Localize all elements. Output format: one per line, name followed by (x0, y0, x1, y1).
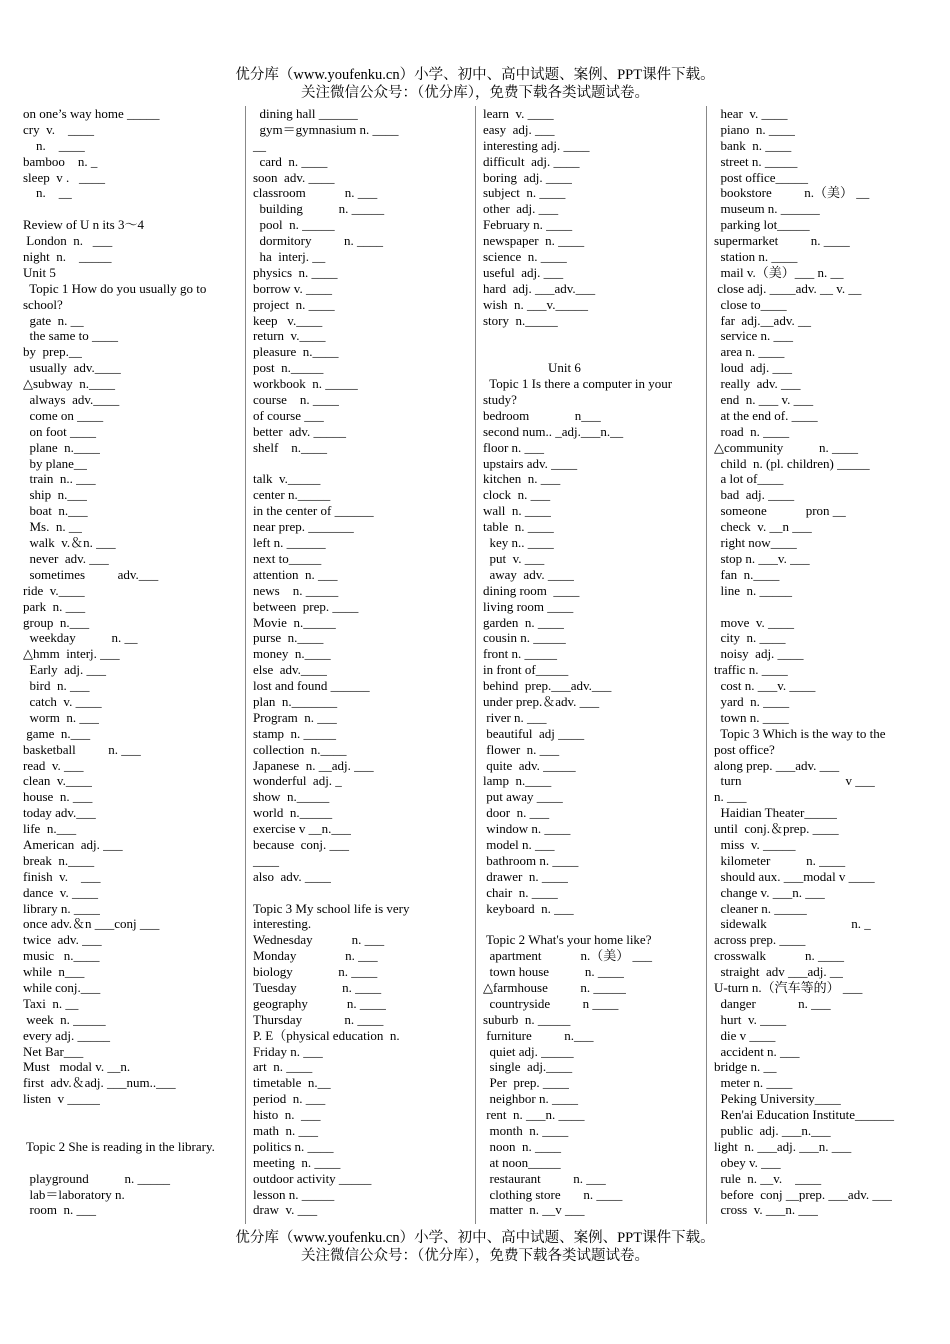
vocab-line: exercise v __n.___ (253, 821, 351, 837)
vocab-line: ship n.___ (23, 487, 87, 503)
vocab-line: post n._____ (253, 360, 324, 376)
vocab-line: chair n. ____ (483, 884, 558, 900)
vocab-line: table n. ____ (483, 519, 554, 535)
vocab-line: flower n. ___ (483, 741, 560, 757)
vocab-line: today adv.___ (23, 805, 96, 821)
vocab-line: boat n.___ (23, 503, 88, 519)
vocab-line: city n. ____ (714, 630, 786, 646)
column-divider (706, 106, 707, 1224)
vocab-line: break n.____ (23, 852, 95, 868)
vocab-line: world n._____ (253, 805, 333, 821)
vocab-line: town house n. ____ (483, 964, 624, 980)
vocab-line: because conj. ___ (253, 836, 350, 852)
vocab-line: post office? (714, 741, 775, 757)
vocab-line: gate n. __ (23, 312, 84, 328)
vocab-line: apartment n.（美） ___ (483, 948, 652, 964)
vocab-line: boring adj. ____ (483, 169, 572, 185)
vocab-line: far adj.__adv. __ (714, 312, 811, 328)
vocab-line: someone pron __ (714, 503, 846, 519)
vocab-line: close adj. ____adv. __ v. __ (714, 280, 862, 296)
vocab-line: front n. _____ (483, 646, 558, 662)
vocab-line: period n. ___ (253, 1091, 326, 1107)
vocab-line: lab＝laboratory n. (23, 1186, 125, 1202)
vocab-line: listen v _____ (23, 1091, 100, 1107)
vocab-line: also adv. ____ (253, 868, 331, 884)
vocab-line: art n. ____ (253, 1059, 313, 1075)
vocab-line: right now____ (714, 535, 797, 551)
vocab-line: Movie n._____ (253, 614, 336, 630)
vocab-line: always adv.____ (23, 392, 120, 408)
vocab-line: should aux. ___modal v ____ (714, 868, 875, 884)
vocab-line: key n.. ____ (483, 535, 554, 551)
vocab-column-2 (253, 106, 471, 1218)
vocab-line: February n. ____ (483, 217, 573, 233)
vocab-line: while n___ (23, 964, 85, 980)
vocab-line: bathroom n. ____ (483, 852, 579, 868)
vocab-line: sleep v . ____ (23, 169, 105, 185)
vocab-line: noisy adj. ____ (714, 646, 804, 662)
vocab-line: before conj __prep. ___adv. ___ (714, 1186, 892, 1202)
vocab-line: hear v. ____ (714, 106, 788, 121)
vocab-line: floor n. ___ (483, 439, 545, 455)
vocab-line: other adj. ___ (483, 201, 559, 217)
vocab-line: dance v. ____ (23, 884, 98, 900)
vocab-line: interesting. (253, 916, 312, 932)
vocab-line: Topic 1 How do you usually go to (23, 280, 207, 296)
vocab-line: town n. ____ (714, 709, 789, 725)
vocab-line: Taxi n. __ (23, 995, 79, 1011)
vocab-line: pool n. _____ (253, 217, 335, 233)
vocab-line: cross v. ___n. ___ (714, 1202, 818, 1218)
vocab-line: Wednesday n. ___ (253, 932, 385, 948)
vocab-line: line n. _____ (714, 582, 792, 598)
vocab-line: furniture n.___ (483, 1027, 594, 1043)
vocab-line: by prep.__ (23, 344, 82, 360)
vocab-line: until conj.＆prep. ____ (714, 821, 839, 837)
vocab-line: service n. ___ (714, 328, 794, 344)
vocab-line: night n. _____ (23, 249, 112, 265)
vocab-line: ____ (253, 852, 279, 868)
vocab-line: dining hall ______ (253, 106, 358, 121)
vocab-line: purse n.____ (253, 630, 324, 646)
vocab-line: drawer n. ____ (483, 868, 568, 884)
vocab-line: subject n. ____ (483, 185, 566, 201)
vocab-line: child n. (pl. children) _____ (714, 455, 870, 471)
vocab-line: kitchen n. ___ (483, 471, 561, 487)
vocab-line: soon adv. ____ (253, 169, 335, 185)
vocab-line (714, 599, 932, 615)
vocab-line: along prep. ___adv. ___ (714, 757, 840, 773)
vocab-line: near prep. _______ (253, 519, 354, 535)
vocab-line: else adv.____ (253, 662, 327, 678)
vocab-line: course n. ____ (253, 392, 339, 408)
vocab-line: catch v. ____ (23, 693, 102, 709)
vocab-line: room n. ___ (23, 1202, 96, 1218)
vocab-column-3 (483, 106, 701, 1218)
vocab-line: month n. ____ (483, 1123, 569, 1138)
vocab-line: classroom n. ___ (253, 185, 378, 201)
vocab-line: politics n. ____ (253, 1138, 334, 1154)
vocab-line: keep v.____ (253, 312, 323, 328)
vocab-line: noon n. ____ (483, 1138, 561, 1154)
vocab-line: dining room ____ (483, 582, 580, 598)
vocab-line: learn v. ____ (483, 106, 554, 121)
vocab-line: Topic 3 Which is the way to the (714, 725, 886, 741)
vocab-line: bamboo n. _ (23, 153, 98, 169)
vocab-line: river n. ___ (483, 709, 547, 725)
vocab-line: plane n.____ (23, 439, 100, 455)
vocab-line: walk v.＆n. ___ (23, 535, 116, 551)
vocab-line: △subway n.____ (23, 376, 115, 392)
vocab-line: biology n. ____ (253, 964, 378, 980)
vocab-line: easy adj. ___ (483, 121, 555, 137)
vocab-line: rule n. __v. ____ (714, 1170, 822, 1186)
vocab-line: die v ____ (714, 1027, 776, 1043)
vocab-line: return v.____ (253, 328, 326, 344)
vocab-line: Tuesday n. ____ (253, 979, 382, 995)
vocab-line: American adj. ___ (23, 836, 123, 852)
vocab-line: door n. ___ (483, 805, 550, 821)
vocab-line: science n. ____ (483, 249, 567, 265)
vocab-line: group n.___ (23, 614, 90, 630)
vocab-line: museum n. ______ (714, 201, 820, 217)
vocab-line: train n.. ___ (23, 471, 96, 487)
vocab-line: model n. ___ (483, 836, 555, 852)
vocab-line: cleaner n. _____ (714, 900, 807, 916)
vocab-line: pleasure n.____ (253, 344, 339, 360)
vocab-line: check v. __n ___ (714, 519, 812, 535)
vocab-line: house n. ___ (23, 789, 93, 805)
vocab-line: by plane__ (23, 455, 87, 471)
vocab-line (483, 344, 701, 360)
vocab-line: news n. _____ (253, 582, 339, 598)
vocab-line: interesting adj. ____ (483, 137, 590, 153)
vocab-line (23, 1123, 241, 1139)
vocab-line: street n. _____ (714, 153, 798, 169)
vocab-column-4 (714, 106, 932, 1218)
vocab-line: sometimes adv.___ (23, 566, 159, 582)
vocab-line: fan n.____ (714, 566, 780, 582)
vocab-line: twice adv. ___ (23, 932, 102, 948)
footer-line-2: 关注微信公众号：（优分库），免费下载各类试题试卷。 (301, 1248, 649, 1264)
vocab-line: mail v.（美）___ n. __ (714, 264, 844, 280)
vocab-line: useful adj. ___ (483, 264, 564, 280)
vocab-line: garden n. ____ (483, 614, 564, 630)
vocab-line: quite adv. _____ (483, 757, 576, 773)
vocab-line: post office_____ (714, 169, 808, 185)
vocab-line (483, 328, 701, 344)
vocab-line: △farmhouse n. _____ (483, 979, 626, 995)
column-divider (475, 106, 476, 1224)
vocab-line: behind prep.___adv.___ (483, 678, 612, 694)
vocab-line: Unit 5 (23, 264, 56, 280)
vocab-line: away adv. ____ (483, 566, 574, 582)
footer-line-1: 优分库（www.youfenku.cn）小学、初中、高中试题、案例、PPT课件下载。 (235, 1230, 715, 1246)
vocab-line: worm n. ___ (23, 709, 99, 725)
vocab-line: lost and found ______ (253, 678, 370, 694)
header-line-2: 关注微信公众号：（优分库），免费下载各类试题试卷。 (301, 85, 649, 101)
vocab-line (253, 456, 471, 472)
vocab-line: ride v.____ (23, 582, 85, 598)
page-footer (0, 1229, 950, 1265)
vocab-line: living room ____ (483, 598, 574, 614)
vocab-line: left n. ______ (253, 535, 326, 551)
vocab-column-1 (23, 106, 241, 1218)
vocab-line: Monday n. ___ (253, 948, 378, 964)
vocab-line: Topic 1 Is there a computer in your (483, 376, 673, 392)
vocab-line: in front of_____ (483, 662, 569, 678)
vocab-line: stop n. ___v. ___ (714, 550, 810, 566)
vocab-line: across prep. ____ (714, 932, 806, 948)
vocab-line: physics n. ____ (253, 264, 338, 280)
vocab-line: finish v. ___ (23, 868, 101, 884)
vocab-line: keyboard n. ___ (483, 900, 574, 916)
vocab-line: △community n. ____ (714, 439, 858, 455)
vocab-line: newspaper n. ____ (483, 233, 585, 249)
vocab-line: hurt v. ____ (714, 1011, 787, 1027)
vocab-line: library n. ____ (23, 900, 100, 916)
vocab-line (23, 201, 241, 217)
vocab-line: card n. ____ (253, 153, 328, 169)
vocab-line: outdoor activity _____ (253, 1170, 372, 1186)
vocab-line: cost n. ___v. ____ (714, 678, 816, 694)
vocab-line: n. __ (23, 185, 72, 201)
vocab-line: math n. ___ (253, 1123, 318, 1138)
vocab-line: change v. ___n. ___ (714, 884, 825, 900)
vocab-line: neighbor n. ____ (483, 1091, 578, 1107)
vocab-line: n. ____ (23, 137, 85, 153)
vocab-line: lesson n. _____ (253, 1186, 335, 1202)
vocab-line: Friday n. ___ (253, 1043, 323, 1059)
vocab-line: kilometer n. ____ (714, 852, 846, 868)
vocab-line: rent n. ___n. ____ (483, 1107, 585, 1123)
vocab-line: Net Bar___ (23, 1043, 84, 1059)
vocab-line: come on ____ (23, 407, 104, 423)
vocab-line: piano n. ____ (714, 121, 795, 137)
vocab-line: bookstore n.（美） __ (714, 185, 870, 201)
vocab-line: on one’s way home _____ (23, 106, 160, 121)
vocab-line: Ms. n. __ (23, 519, 82, 535)
vocab-line: n. ___ (714, 789, 747, 805)
vocab-line: public adj. ___n.___ (714, 1123, 831, 1138)
vocab-line: traffic n. ____ (714, 662, 788, 678)
vocab-line: quiet adj. _____ (483, 1043, 574, 1059)
vocab-line: upstairs adv. ____ (483, 455, 578, 471)
vocab-line: danger n. ___ (714, 995, 831, 1011)
page-header (0, 66, 950, 102)
vocab-line: road n. ____ (714, 423, 790, 439)
vocab-line: in the center of ______ (253, 503, 374, 519)
vocab-line: Ren'ai Education Institute______ (714, 1107, 894, 1123)
vocab-line: U-turn n.（汽车等的） ___ (714, 979, 863, 995)
vocab-line: obey v. ___ (714, 1154, 781, 1170)
vocab-line: yard n. ____ (714, 693, 790, 709)
vocab-line: meter n. ____ (714, 1075, 793, 1091)
vocab-line: light n. ___adj. ___n. ___ (714, 1138, 852, 1154)
vocab-line: of course ___ (253, 407, 324, 423)
vocab-line: Review of U n its 3～4 (23, 217, 144, 233)
vocab-line: close to____ (714, 296, 787, 312)
vocab-line: Haidian Theater_____ (714, 805, 837, 821)
vocab-line: better adv. _____ (253, 423, 347, 439)
vocab-line: sidewalk n. _ (714, 916, 871, 932)
vocab-line: game n.___ (23, 725, 91, 741)
vocab-line: usually adv.____ (23, 360, 121, 376)
vocab-line: bedroom n___ (483, 407, 601, 423)
vocab-line: basketball n. ___ (23, 741, 141, 757)
vocab-line: difficult adj. ____ (483, 153, 580, 169)
vocab-line: __ (253, 137, 266, 153)
vocab-line: talk v._____ (253, 471, 321, 487)
vocab-line: geography n. ____ (253, 995, 386, 1011)
vocab-line: gym＝gymnasium n. ____ (253, 121, 399, 137)
vocab-line: crosswalk n. ____ (714, 948, 844, 964)
vocab-line: show n._____ (253, 789, 330, 805)
vocab-line: timetable n.__ (253, 1075, 331, 1091)
vocab-line: second num.. _adj.___n.__ (483, 423, 624, 439)
vocab-line: every adj. _____ (23, 1027, 111, 1043)
vocab-line: cousin n. _____ (483, 630, 566, 646)
vocab-line: center n._____ (253, 487, 331, 503)
vocab-line: accident n. ___ (714, 1043, 800, 1059)
vocab-line: beautiful adj ____ (483, 725, 585, 741)
vocab-line: Topic 3 My school life is very (253, 900, 410, 916)
vocab-line: week n. _____ (23, 1011, 106, 1027)
vocab-line: building n. _____ (253, 201, 385, 217)
vocab-line: matter n. __v ___ (483, 1202, 585, 1218)
vocab-line: ha interj. __ (253, 249, 326, 265)
column-divider (245, 106, 246, 1224)
vocab-line: restaurant n. ___ (483, 1170, 606, 1186)
header-line-1: 优分库（www.youfenku.cn）小学、初中、高中试题、案例、PPT课件下载。 (235, 67, 715, 83)
vocab-line: Unit 6 (483, 360, 581, 376)
vocab-line: London n. ___ (23, 233, 113, 249)
vocab-line: read v. ___ (23, 757, 84, 773)
vocab-line: Must modal v. __n. (23, 1059, 131, 1075)
vocab-line: Early adj. ___ (23, 662, 107, 678)
vocab-line: single adj.____ (483, 1059, 573, 1075)
vocab-line: clothing store n. ____ (483, 1186, 623, 1202)
vocab-line: bridge n. __ (714, 1059, 777, 1075)
vocab-line: Japanese n. __adj. ___ (253, 757, 374, 773)
vocab-line: draw v. ___ (253, 1202, 318, 1218)
vocab-line: parking lot_____ (714, 217, 810, 233)
vocab-line: money n.____ (253, 646, 331, 662)
vocab-line: countryside n ____ (483, 995, 619, 1011)
vocab-line: weekday n. __ (23, 630, 138, 646)
vocab-line: really adv. ___ (714, 376, 801, 392)
vocab-line: Thursday n. ____ (253, 1011, 384, 1027)
vocab-line (253, 885, 471, 901)
vocab-line: life n.___ (23, 821, 77, 837)
vocab-line: wall n. ____ (483, 503, 551, 519)
vocab-line: at the end of. ____ (714, 407, 818, 423)
vocab-line: wonderful adj. _ (253, 773, 342, 789)
vocab-line: plan n._______ (253, 693, 338, 709)
vocab-line: workbook n. _____ (253, 376, 358, 392)
vocab-line: story n._____ (483, 312, 558, 328)
vocab-line: Program n. ___ (253, 709, 337, 725)
vocab-line: never adv. ___ (23, 550, 109, 566)
vocab-line: while conj.___ (23, 979, 101, 995)
vocab-line: window n. ____ (483, 821, 571, 837)
vocab-line: end n. ___ v. ___ (714, 392, 814, 408)
vocab-line: Topic 2 She is reading in the library. (23, 1138, 215, 1154)
vocab-line: on foot ____ (23, 423, 96, 439)
vocab-line: at noon_____ (483, 1154, 561, 1170)
vocab-line: P. E（physical education n. (253, 1027, 400, 1043)
vocab-line: cry v. ____ (23, 121, 95, 137)
vocab-line: stamp n. _____ (253, 725, 337, 741)
vocab-line: once adv.＆n ___conj ___ (23, 916, 160, 932)
vocab-line: miss v. _____ (714, 836, 796, 852)
vocab-line: music n.____ (23, 948, 100, 964)
vocab-line: hard adj. ___adv.___ (483, 280, 596, 296)
vocab-line: lamp n.____ (483, 773, 552, 789)
vocab-line: supermarket n. ____ (714, 233, 850, 249)
vocab-line: Per prep. ____ (483, 1075, 569, 1091)
vocab-line: dormitory n. ____ (253, 233, 383, 249)
vocab-line: under prep.＆adv. ___ (483, 693, 600, 709)
vocab-line: wish n. ___v._____ (483, 296, 588, 312)
vocab-line: playground n. _____ (23, 1170, 170, 1186)
vocab-line: park n. ___ (23, 598, 86, 614)
vocab-line: straight adv ___adj. __ (714, 964, 843, 980)
vocab-line: bank n. ____ (714, 137, 792, 153)
vocab-line: △hmm interj. ___ (23, 646, 120, 662)
vocab-line (23, 1107, 241, 1123)
vocab-line: histo n. ___ (253, 1107, 321, 1123)
vocab-line: collection n.____ (253, 741, 347, 757)
vocab-line: turn v ___ (714, 773, 875, 789)
vocab-line: Topic 2 What's your home like? (483, 932, 652, 948)
vocab-line: bird n. ___ (23, 678, 90, 694)
vocab-line: clean v.____ (23, 773, 92, 789)
vocab-line: suburb n. _____ (483, 1011, 571, 1027)
vocab-line: borrow v. ____ (253, 280, 332, 296)
vocab-line (23, 1155, 241, 1171)
vocab-line: attention n. ___ (253, 566, 338, 582)
vocab-line: bad adj. ____ (714, 487, 795, 503)
vocab-line: the same to ____ (23, 328, 118, 344)
vocab-line: Peking University____ (714, 1091, 841, 1107)
vocab-line: put away ____ (483, 789, 563, 805)
vocab-line: area n. ____ (714, 344, 785, 360)
vocab-line: between prep. ____ (253, 598, 359, 614)
vocab-line: next to_____ (253, 550, 322, 566)
vocab-line: a lot of____ (714, 471, 784, 487)
vocab-line: put v. ___ (483, 550, 545, 566)
vocab-line: move v. ____ (714, 614, 795, 630)
vocab-line: clock n. ___ (483, 487, 551, 503)
vocab-line: project n. ____ (253, 296, 335, 312)
vocab-line: station n. ____ (714, 249, 798, 265)
vocab-line: school? (23, 296, 63, 312)
vocab-line: study? (483, 392, 517, 408)
vocab-line: first adv.＆adj. ___num..___ (23, 1075, 176, 1091)
vocab-line: shelf n.____ (253, 439, 328, 455)
vocab-line (483, 916, 701, 932)
vocab-line: meeting n. ____ (253, 1154, 341, 1170)
vocab-line: loud adj. ___ (714, 360, 792, 376)
